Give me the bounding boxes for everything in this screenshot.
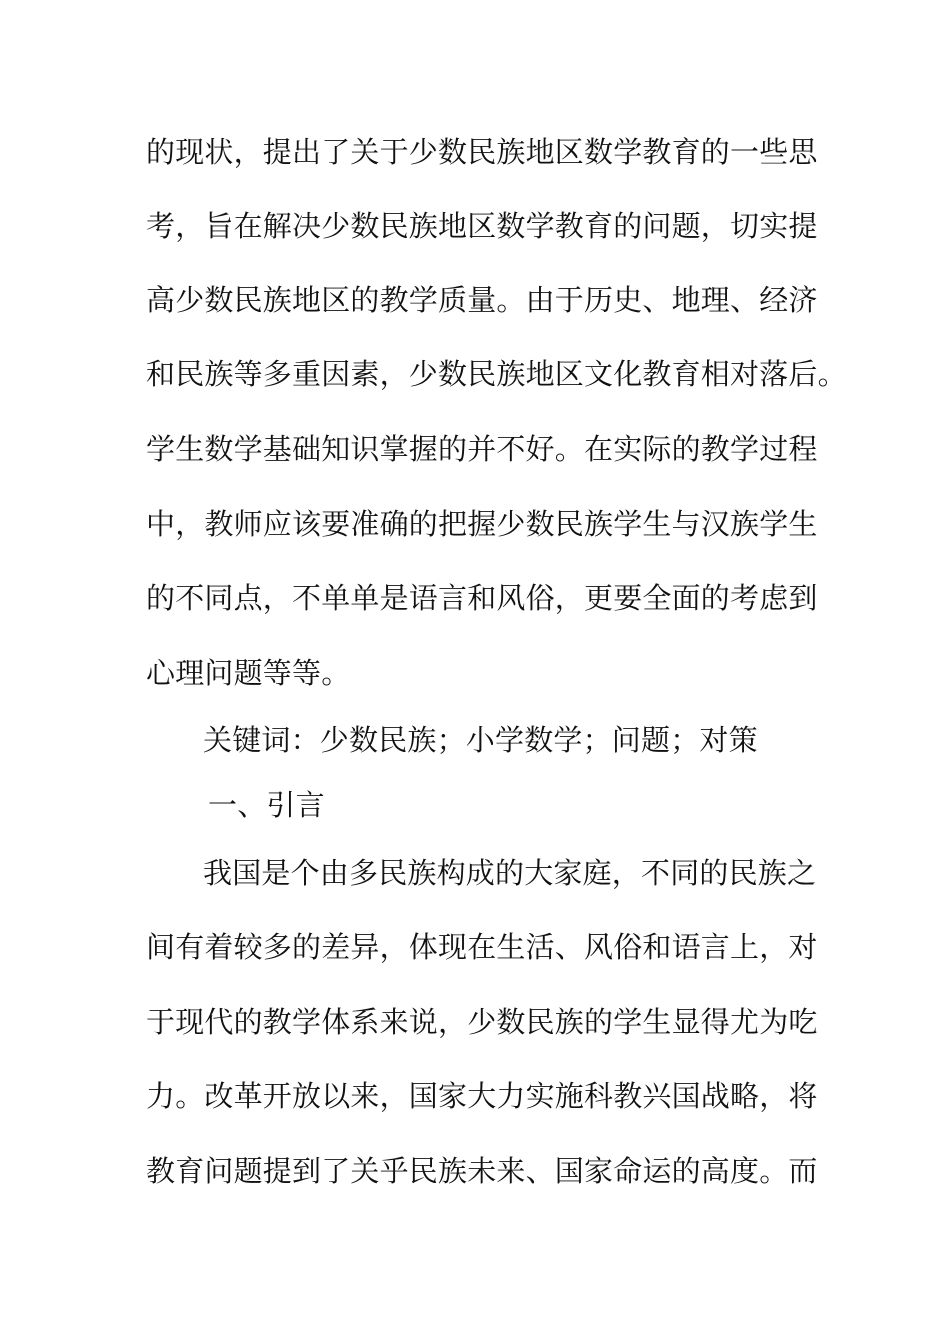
intro-line-5: 教育问题提到了关乎民族未来、国家命运的高度。而 — [146, 1154, 818, 1188]
intro-line-4: 力。改革开放以来，国家大力实施科教兴国战略，将 — [146, 1079, 818, 1113]
abstract-line-6: 中，教师应该要准确的把握少数民族学生与汉族学生 — [146, 507, 818, 541]
intro-line-3: 于现代的教学体系来说，少数民族的学生显得尤为吃 — [146, 1005, 818, 1039]
intro-line-1: 我国是个由多民族构成的大家庭，不同的民族之 — [203, 856, 817, 890]
abstract-line-7: 的不同点，不单单是语言和风俗，更要全面的考虑到 — [146, 581, 818, 615]
section-heading: 一、引言 — [208, 788, 325, 822]
abstract-line-4: 和民族等多重因素，少数民族地区文化教育相对落后。 — [146, 357, 847, 391]
abstract-line-3: 高少数民族地区的教学质量。由于历史、地理、经济 — [146, 283, 818, 317]
abstract-line-2: 考，旨在解决少数民族地区数学教育的问题，切实提 — [146, 209, 818, 243]
abstract-line-5: 学生数学基础知识掌握的并不好。在实际的教学过程 — [146, 432, 818, 466]
abstract-line-8: 心理问题等等。 — [146, 656, 351, 690]
intro-line-2: 间有着较多的差异，体现在生活、风俗和语言上，对 — [146, 930, 818, 964]
abstract-line-1: 的现状，提出了关于少数民族地区数学教育的一些思 — [146, 135, 818, 169]
keywords-line: 关键词：少数民族；小学数学；问题；对策 — [203, 723, 758, 757]
